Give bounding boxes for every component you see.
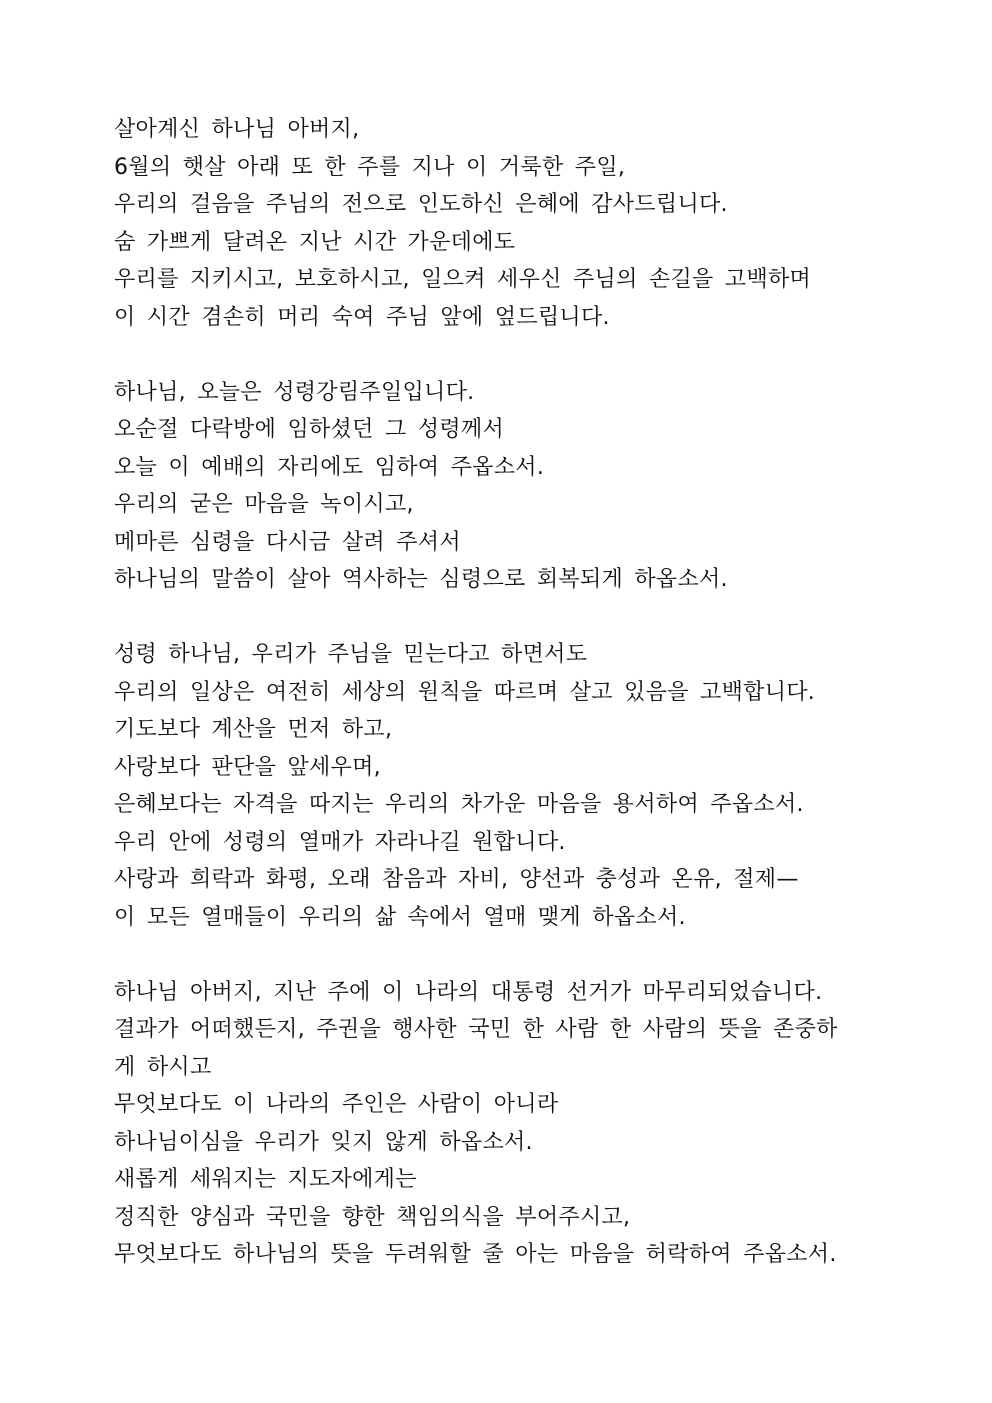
text-line: 6월의 햇살 아래 또 한 주를 지나 이 거룩한 주일, xyxy=(114,154,626,180)
text-line: 하나님 아버지, 지난 주에 이 나라의 대통령 선거가 마무리되었습니다. xyxy=(114,979,823,1005)
text-line: 정직한 양심과 국민을 향한 책임의식을 부어주시고, xyxy=(114,1204,631,1230)
text-line: 오늘 이 예배의 자리에도 임하여 주옵소서. xyxy=(114,454,545,480)
text-line: 오순절 다락방에 임하셨던 그 성령께서 xyxy=(114,417,505,442)
text-line: 은혜보다는 자격을 따지는 우리의 차가운 마음을 용서하여 주옵소서. xyxy=(114,792,804,817)
text-line: 무엇보다도 하나님의 뜻을 두려워할 줄 아는 마음을 허락하여 주옵소서. xyxy=(114,1242,837,1267)
text-line: 살아계신 하나님 아버지, xyxy=(114,117,360,142)
text-line: 기도보다 계산을 먼저 하고, xyxy=(114,717,393,742)
prayer-text xyxy=(114,111,884,1311)
paragraph xyxy=(114,111,884,336)
text-line: 성령 하나님, 우리가 주님을 믿는다고 하면서도 xyxy=(114,642,588,667)
text-line: 우리의 일상은 여전히 세상의 원칙을 따르며 살고 있음을 고백합니다. xyxy=(114,679,816,705)
text-line: 우리의 굳은 마음을 녹이시고, xyxy=(114,492,414,517)
text-line: 사랑과 희락과 화평, 오래 참음과 자비, 양선과 충성과 온유, 절제— xyxy=(114,867,799,892)
paragraph xyxy=(114,974,884,1274)
text-line: 이 시간 겸손히 머리 숙여 주님 앞에 엎드립니다. xyxy=(114,304,610,330)
text-line: 우리 안에 성령의 열매가 자라나길 원합니다. xyxy=(114,829,566,855)
text-line: 하나님의 말씀이 살아 역사하는 심령으로 회복되게 하옵소서. xyxy=(114,567,728,592)
text-line: 무엇보다도 이 나라의 주인은 사람이 아니라 xyxy=(114,1092,559,1117)
text-line: 하나님, 오늘은 성령강림주일입니다. xyxy=(114,379,475,405)
text-line: 메마른 심령을 다시금 살려 주셔서 xyxy=(114,529,461,555)
paragraph xyxy=(114,374,884,599)
text-line: 숨 가쁘게 달려온 지난 시간 가운데에도 xyxy=(114,229,516,255)
text-line: 우리의 걸음을 주님의 전으로 인도하신 은혜에 감사드립니다. xyxy=(114,192,728,217)
text-line: 새롭게 세워지는 지도자에게는 xyxy=(114,1167,417,1192)
text-line: 하나님이심을 우리가 잊지 않게 하옵소서. xyxy=(114,1129,533,1155)
text-line: 이 모든 열매들이 우리의 삶 속에서 열매 맺게 하옵소서. xyxy=(114,904,686,930)
text-line: 우리를 지키시고, 보호하시고, 일으켜 세우신 주님의 손길을 고백하며 xyxy=(114,267,812,292)
text-line: 결과가 어떠했든지, 주권을 행사한 국민 한 사람 한 사람의 뜻을 존중하 xyxy=(114,1017,838,1042)
text-line: 사랑보다 판단을 앞세우며, xyxy=(114,754,381,780)
paragraph xyxy=(114,636,884,936)
text-line: 게 하시고 xyxy=(114,1054,212,1080)
